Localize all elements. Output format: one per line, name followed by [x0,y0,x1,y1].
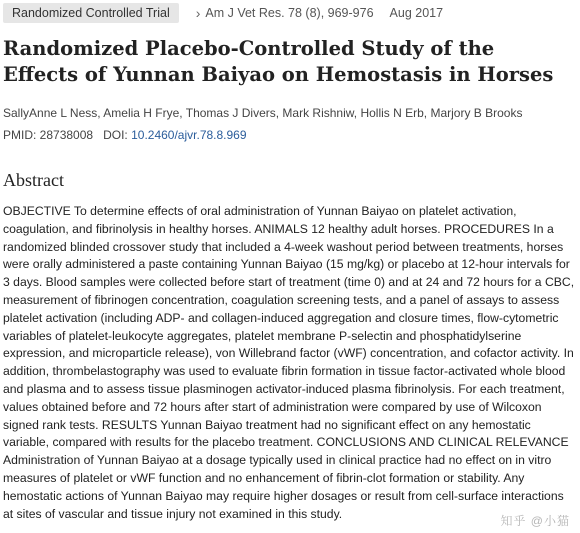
article-identifiers [3,128,247,142]
doi-label: DOI: [103,128,128,142]
author-list[interactable]: SallyAnne L Ness, Amelia H Frye, Thomas J Divers, Mark Rishniw, Hollis N Erb, Marjory B Brooks [3,106,523,120]
journal-reference: Am J Vet Res. 78 (8), 969-976 [205,6,374,20]
watermark: 知乎 @小猫 [500,514,570,528]
article-meta-bar [3,3,443,23]
publication-date: Aug 2017 [389,6,444,20]
doi-link[interactable]: 10.2460/ajvr.78.8.969 [131,128,247,142]
pmid: PMID: 28738008 [3,128,94,142]
article-title: Randomized Placebo-Controlled Study of the Effects of Yunnan Baiyao on Hemostasis in Horses [3,37,554,86]
abstract-heading: Abstract [3,170,64,190]
abstract-text: OBJECTIVE To determine effects of oral administration of Yunnan Baiyao on platelet activation, coagulation, and fibrinolysis in healthy horses. ANIMALS 12 healthy adult horses. PROCEDURES In a randomized blinded crossover study that included a 4-week washout period between treatments, horses were orally administered a paste containing Yunnan Baiyao (15 mg/kg) or placebo at 12-hour intervals for 3 days. Blood samples were collected before start of treatment (time 0) and at 24 and 72 hours for a CBC, measurement of fibrinogen concentration, coagulation screening tests, and a panel of assays to assess platelet activation (including ADP- and collagen-induced aggregation and closure times, flow-cytometric variables of platelet-leukocyte aggregates, platelet membrane P-selectin and phosphatidylserine expression, and microparticle release), von Willebrand factor (vWF) concentration, and cofactor activity. In addition, thrombelastography was used to evaluate fibrin formation in tissue factor-activated whole blood and plasma and to assess tissue plasminogen activator-induced plasma fibrinolysis. For each treatment, values obtained before and 72 hours after start of administration were compared by use of Wilcoxon signed rank tests. RESULTS Yunnan Baiyao treatment had no significant effect on any hemostatic variable, compared with results for the placebo treatment. CONCLUSIONS AND CLINICAL RELEVANCE Administration of Yunnan Baiyao at a dosage typically used in clinical practice had no effect on in vitro measures of platelet or vWF function and no enhancement of fibrin-clot formation or stability. Any hemostatic actions of Yunnan Baiyao may require higher dosages or result from cell-surface interactions at sites of vascular and tissue injury not examined in this study. [3,204,575,521]
chevron-right-icon: › [195,5,201,21]
article-type-badge[interactable]: Randomized Controlled Trial [3,3,179,23]
